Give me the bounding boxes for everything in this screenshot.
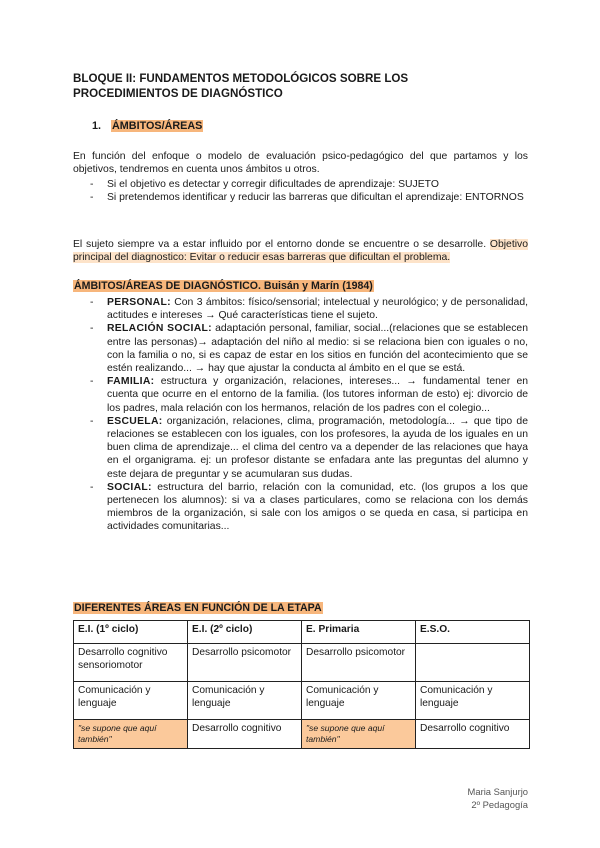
table-cell: Comunicación y lenguaje <box>74 682 188 720</box>
table-cell: Comunicación y lenguaje <box>188 682 302 720</box>
stage-areas-table <box>73 620 530 749</box>
section-3-title: DIFERENTES ÁREAS EN FUNCIÓN DE LA ETAPA <box>74 602 322 614</box>
influence-text: El sujeto siempre va a estar influido por el entorno donde se encuentre o se desarrolle. <box>73 239 487 250</box>
table-cell: Desarrollo cognitivo sensoriomotor <box>74 644 188 682</box>
section-3-heading <box>73 602 323 615</box>
table-row <box>74 644 530 682</box>
areas-list <box>73 296 528 534</box>
area-item-relacion-social: - RELACIÓN SOCIAL: adaptación personal, familiar, social...(relaciones que se establecen entre las personas)→ adaptación del niño al medio: si se relaciona bien con iguales o no, con la familia o no, si es capaz de estar en los sitios en función del acontecimiento que se estén realizando... → hay que ajustar la conducta al ámbito en el que se está. <box>90 323 528 375</box>
table-cell: Desarrollo cognitivo <box>188 720 302 749</box>
table-note-cell: "se supone que aquí también" <box>74 720 188 749</box>
area-text: Con 3 ámbitos: físico/sensorial; intelectual y neurológico; y de personalidad, actitudes e intereses → Qué características tiene el sujeto. <box>107 297 528 322</box>
area-text: estructura y organización, relaciones, intereses... → fundamental tener en cuenta que ocurre en el entorno de la familia. (los tutores informan de esto) ej: divorcio de los padres, mala relación con los hermanos, relación de los padres con el colegio... <box>107 376 528 414</box>
area-text: adaptación personal, familiar, social...(relaciones que se establecen entre las personas)→ adaptación del niño al medio: si se relaciona bien con iguales o no, con la familia o no, si es capaz de estar en los sitios en función del acontecimiento que se estén realizando... → hay que ajustar la conducta al ámbito en el que se está. <box>107 323 528 375</box>
area-term: FAMILIA: <box>107 376 155 388</box>
section-1-heading <box>92 120 203 133</box>
area-term: PERSONAL: <box>107 297 171 308</box>
table-cell: Desarrollo cognitivo <box>416 720 530 749</box>
objectives-list <box>73 178 528 204</box>
area-term: SOCIAL: <box>107 481 152 493</box>
table-cell: Comunicación y lenguaje <box>416 682 530 720</box>
page-title <box>73 71 533 101</box>
objective-item: - Si el objetivo es detectar y corregir dificultades de aprendizaje: SUJETO <box>90 179 439 190</box>
table-row <box>74 682 530 720</box>
table-cell <box>416 644 530 682</box>
table-row <box>74 720 530 749</box>
title-line-2: PROCEDIMIENTOS DE DIAGNÓSTICO <box>73 87 283 100</box>
section-1-number: 1. <box>92 120 102 132</box>
objective-item: - Si pretendemos identificar y reducir las barreras que dificultan el aprendizaje: ENTORNOS <box>90 192 524 204</box>
area-item-social: - SOCIAL: estructura del barrio, relación con la comunidad, etc. (los grupos a los que pertenecen los alumnos): si va a clases particulares, como se relaciona con los demás miembros de la organización, si sale con los amigos o se queda en casa, si participa en actividades comunitarias... <box>90 481 528 533</box>
table-header-cell: E.S.O. <box>416 621 530 644</box>
intro-paragraph: En función del enfoque o modelo de evaluación psico-pedagógico del que partamos y los objetivos, tendremos en cuenta unos ámbitos u otros. <box>73 151 528 176</box>
table-cell: Desarrollo psicomotor <box>302 644 416 682</box>
table-cell: Comunicación y lenguaje <box>302 682 416 720</box>
table-header-cell: E.I. (1º ciclo) <box>74 621 188 644</box>
table-header-cell: E.I. (2º ciclo) <box>188 621 302 644</box>
main-objective-text: Objetivo principal del diagnostico: Evitar o reducir esas barreras que dificultan el problema. <box>73 239 528 264</box>
section-2-heading <box>73 280 374 293</box>
table-note-cell: "se supone que aquí también" <box>302 720 416 749</box>
section-2-title: ÁMBITOS/ÁREAS DE DIAGNÓSTICO. Buisán y Marín (1984) <box>74 280 373 292</box>
area-item-familia: - FAMILIA: estructura y organización, relaciones, intereses... → fundamental tener en cuenta que ocurre en el entorno de la familia. (los tutores informan de esto) ej: divorcio de los padres, mala relación con los hermanos, relación de los padres con el colegio... <box>90 376 528 414</box>
title-line-1: BLOQUE II: FUNDAMENTOS METODOLÓGICOS SOBRE LOS <box>73 72 409 85</box>
footer-author: Maria Sanjurjo <box>467 786 528 797</box>
table-header-row <box>74 621 530 644</box>
table-header-cell: E. Primaria <box>302 621 416 644</box>
area-term: RELACIÓN SOCIAL: <box>107 323 212 335</box>
section-1-title: ÁMBITOS/ÁREAS <box>112 120 203 132</box>
page-footer <box>468 785 528 811</box>
area-text: organización, relaciones, clima, programación, metodología... → que tipo de relaciones se establecen con los iguales, con los profesores, la ayuda de los iguales en un buen clima de aprendizaje... el clima del centro va a depender de las relaciones que haya en el organigrama. ej: un profesor distante se enfadara ante las preguntas del alumno y este dejara de preguntar y se acumularan sus dudas. <box>107 415 528 480</box>
influence-paragraph <box>73 238 528 264</box>
area-term: ESCUELA: <box>107 415 163 427</box>
footer-course: 2º Pedagogía <box>471 799 528 810</box>
area-item-escuela: - ESCUELA: organización, relaciones, clima, programación, metodología... → que tipo de relaciones se establecen con los iguales, con los profesores, la ayuda de los iguales en un buen clima de aprendizaje... el clima del centro va a depender de las relaciones que haya en el organigrama. ej: un profesor distante se enfadara ante las preguntas del alumno y este dejara de preguntar y se acumularan sus dudas. <box>90 415 528 480</box>
area-text: estructura del barrio, relación con la comunidad, etc. (los grupos a los que pertenecen los alumnos): si va a clases particulares, como se relaciona con los demás miembros de la organización, si sale con los amigos o se queda en casa, si participa en actividades comunitarias... <box>107 481 528 533</box>
table-cell: Desarrollo psicomotor <box>188 644 302 682</box>
area-item-personal: - PERSONAL: Con 3 ámbitos: físico/sensorial; intelectual y neurológico; y de personalidad, actitudes e intereses → Qué características tiene el sujeto. <box>90 297 528 322</box>
